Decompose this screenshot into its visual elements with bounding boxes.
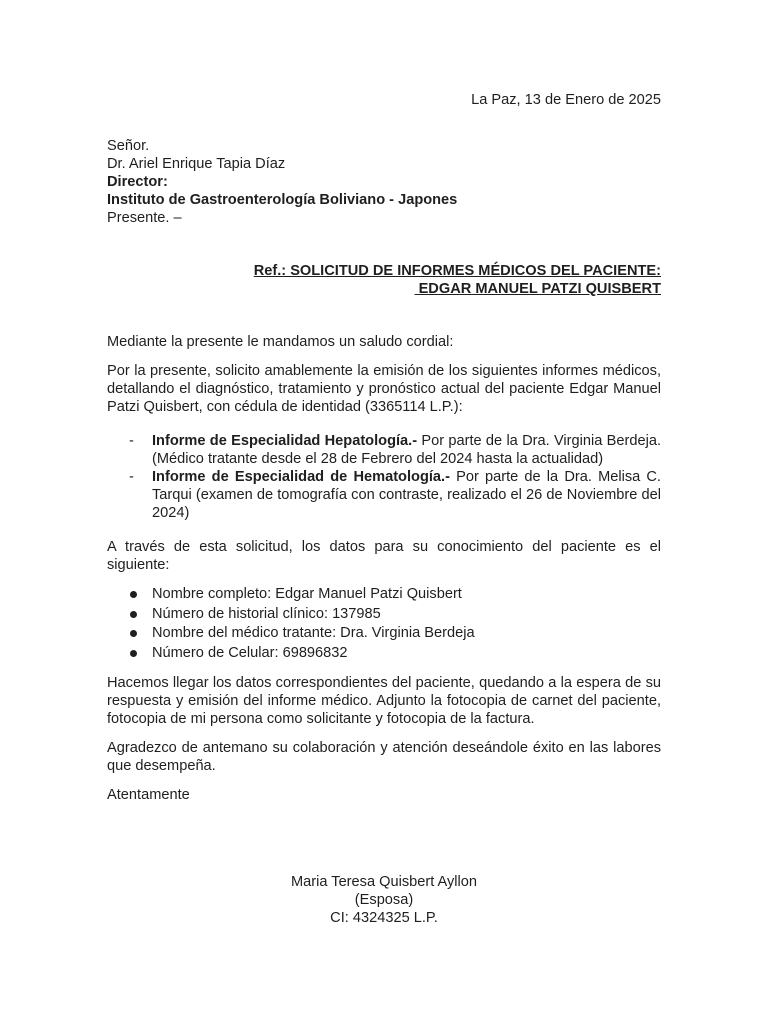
reports-list xyxy=(107,432,661,522)
request-paragraph: Por la presente, solicito amablemente la emisión de los siguientes informes médicos, detallando el diagnóstico, tratamiento y pronóstico actual del paciente Edgar Manuel Patzi Quisbert, con cédula de identidad (3365114 L.P.): xyxy=(107,363,661,415)
dash-marker: - xyxy=(129,469,134,485)
bullet-icon xyxy=(130,650,137,657)
report-detail: Por parte de la Dra. Melisa C. Tarqui (examen de tomografía con contraste, realizado el 26 de Noviembre del 2024) xyxy=(152,469,661,521)
greeting-paragraph: Mediante la presente le mandamos un saludo cordial: xyxy=(107,334,454,350)
recipient-institution: Instituto de Gastroenterología Boliviano - Japones xyxy=(107,192,458,208)
report-title: Informe de Especialidad de Hematología.- xyxy=(152,469,450,485)
recipient-name: Dr. Ariel Enrique Tapia Díaz xyxy=(107,156,286,172)
closing-paragraph-1: Hacemos llegar los datos correspondientes del paciente, quedando a la espera de su respuesta y emisión del informe médico. Adjunto la fotocopia de carnet del paciente, fotocopia de mi persona como solicitante y fotocopia de la factura. xyxy=(107,675,661,727)
patient-data-item xyxy=(107,644,661,664)
signature-block xyxy=(107,873,661,927)
bullet-icon xyxy=(130,611,137,618)
report-item-hepatologia xyxy=(107,432,661,468)
patient-data-item xyxy=(107,605,661,625)
closing-paragraph-2: Agradezco de antemano su colaboración y atención deseándole éxito en las labores que desempeña. xyxy=(107,740,661,774)
recipient-presente: Presente. – xyxy=(107,210,182,226)
reference-line-1: Ref.: SOLICITUD DE INFORMES MÉDICOS DEL PACIENTE: xyxy=(253,263,661,279)
patient-data-text: Número de historial clínico: 137985 xyxy=(152,605,381,622)
patient-data-item xyxy=(107,585,661,605)
bullet-icon xyxy=(130,630,137,637)
recipient-block xyxy=(107,137,661,227)
datos-intro-paragraph: A través de esta solicitud, los datos para su conocimiento del paciente es el siguiente: xyxy=(107,539,661,573)
letter-body xyxy=(107,333,661,804)
report-item-hematologia xyxy=(107,468,661,522)
patient-data-text: Nombre del médico tratante: Dra. Virginia Berdeja xyxy=(152,625,475,641)
patient-data-text: Nombre completo: Edgar Manuel Patzi Quisbert xyxy=(152,586,462,602)
patient-data-text: Número de Celular: 69896832 xyxy=(152,644,348,661)
reference-line-2: EDGAR MANUEL PATZI QUISBERT xyxy=(414,281,661,297)
sign-off: Atentamente xyxy=(107,787,190,803)
report-title: Informe de Especialidad Hepatología.- xyxy=(152,433,418,449)
patient-data-list xyxy=(107,585,661,663)
signature-ci: CI: 4324325 L.P. xyxy=(330,910,438,926)
signature-relation: (Esposa) xyxy=(354,892,414,908)
patient-data-item xyxy=(107,624,661,644)
bullet-icon xyxy=(130,591,137,598)
signature-name: Maria Teresa Quisbert Ayllon xyxy=(290,874,478,890)
recipient-salutation: Señor. xyxy=(107,138,150,154)
report-detail: Por parte de la Dra. Virginia Berdeja. (Médico tratante desde el 28 de Febrero del 2024 hasta la actualidad) xyxy=(152,433,661,467)
recipient-role: Director: xyxy=(107,174,168,190)
dash-marker: - xyxy=(129,433,134,449)
date-line: La Paz, 13 de Enero de 2025 xyxy=(471,92,661,108)
reference-block xyxy=(107,262,661,298)
